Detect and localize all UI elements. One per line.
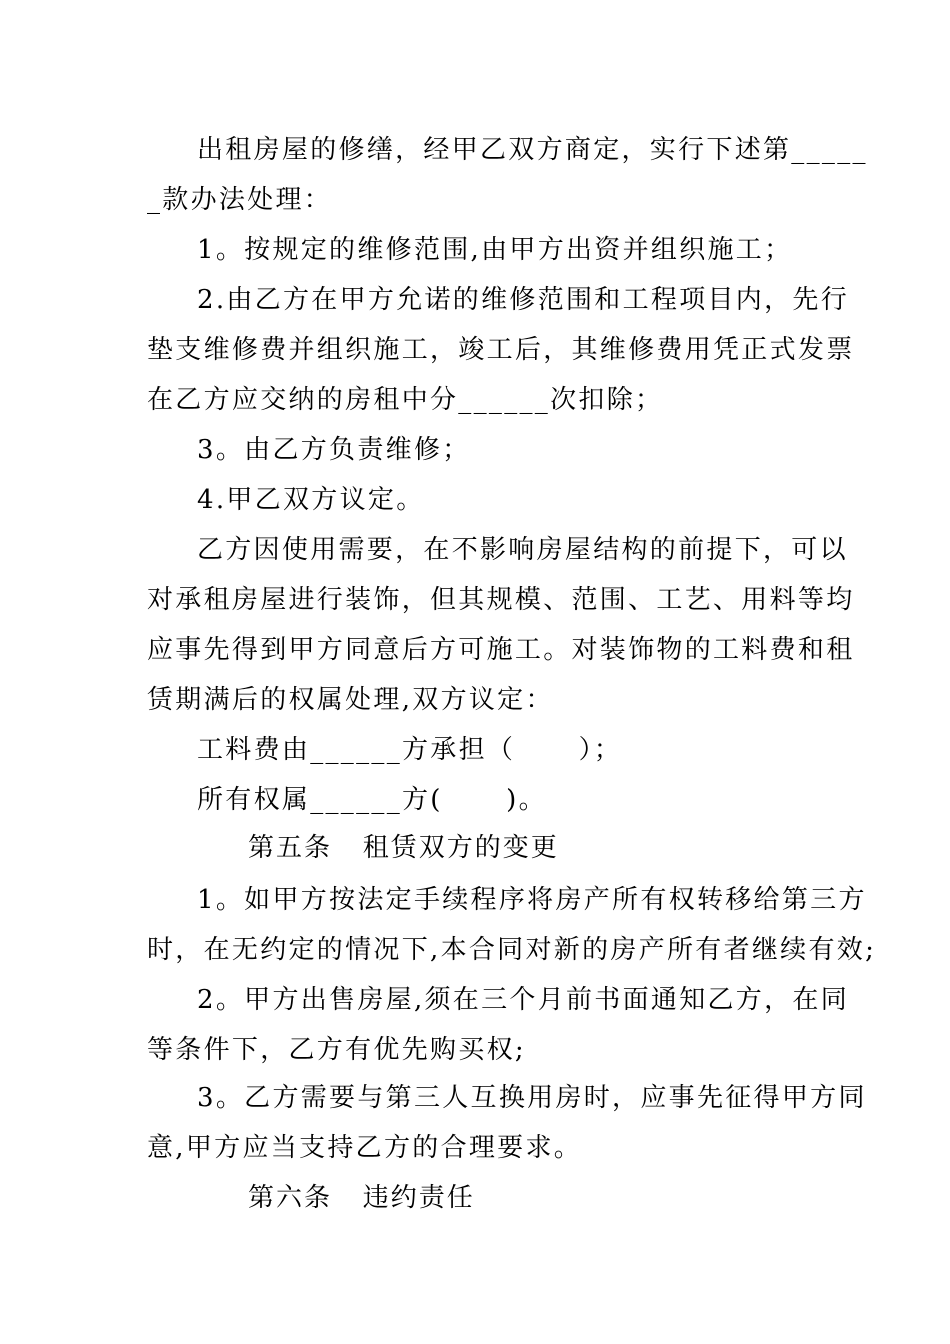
article-5-heading: 第五条 租赁双方的变更 [248, 833, 559, 863]
ownership-clause: 所有权属______方( )。 [197, 785, 547, 815]
change-item-3: 3。乙方需要与第三人互换用房时，应事先征得甲方同 [197, 1083, 867, 1113]
repair-option-2-cont-2: 在乙方应交纳的房租中分______次扣除； [147, 385, 664, 415]
repair-option-2-cont: 垫支维修费并组织施工，竣工后，其维修费用凭正式发票 [147, 335, 855, 365]
material-cost-clause: 工料费由______方承担（ ）； [197, 735, 623, 765]
repair-option-1: 1。按规定的维修范围,由甲方出资并组织施工； [197, 235, 793, 265]
paragraph-decoration-cont-3: 赁期满后的权属处理,双方议定： [147, 685, 554, 715]
repair-option-3: 3。由乙方负责维修； [197, 435, 471, 465]
repair-option-4: 4.甲乙双方议定。 [197, 485, 425, 515]
paragraph-decoration-cont-1: 对承租房屋进行装饰，但其规模、范围、工艺、用料等均 [147, 585, 855, 615]
repair-option-2: 2.由乙方在甲方允诺的维修范围和工程项目内，先行 [197, 285, 850, 315]
paragraph-repair-intro: 出租房屋的修缮，经甲乙双方商定，实行下述第_____ [197, 135, 868, 165]
change-item-2-cont: 等条件下，乙方有优先购买权; [147, 1035, 526, 1065]
paragraph-decoration-cont-2: 应事先得到甲方同意后方可施工。对装饰物的工料费和租 [147, 635, 855, 665]
article-6-heading: 第六条 违约责任 [248, 1183, 475, 1213]
change-item-1: 1。如甲方按法定手续程序将房产所有权转移给第三方 [197, 885, 867, 915]
paragraph-repair-intro-cont: _款办法处理： [147, 185, 333, 215]
paragraph-decoration: 乙方因使用需要，在不影响房屋结构的前提下，可以 [197, 535, 848, 565]
change-item-2: 2。甲方出售房屋,须在三个月前书面通知乙方，在同 [197, 985, 850, 1015]
change-item-3-cont: 意,甲方应当支持乙方的合理要求。 [147, 1133, 583, 1163]
change-item-1-cont: 时，在无约定的情况下,本合同对新的房产所有者继续有效; [147, 935, 877, 965]
